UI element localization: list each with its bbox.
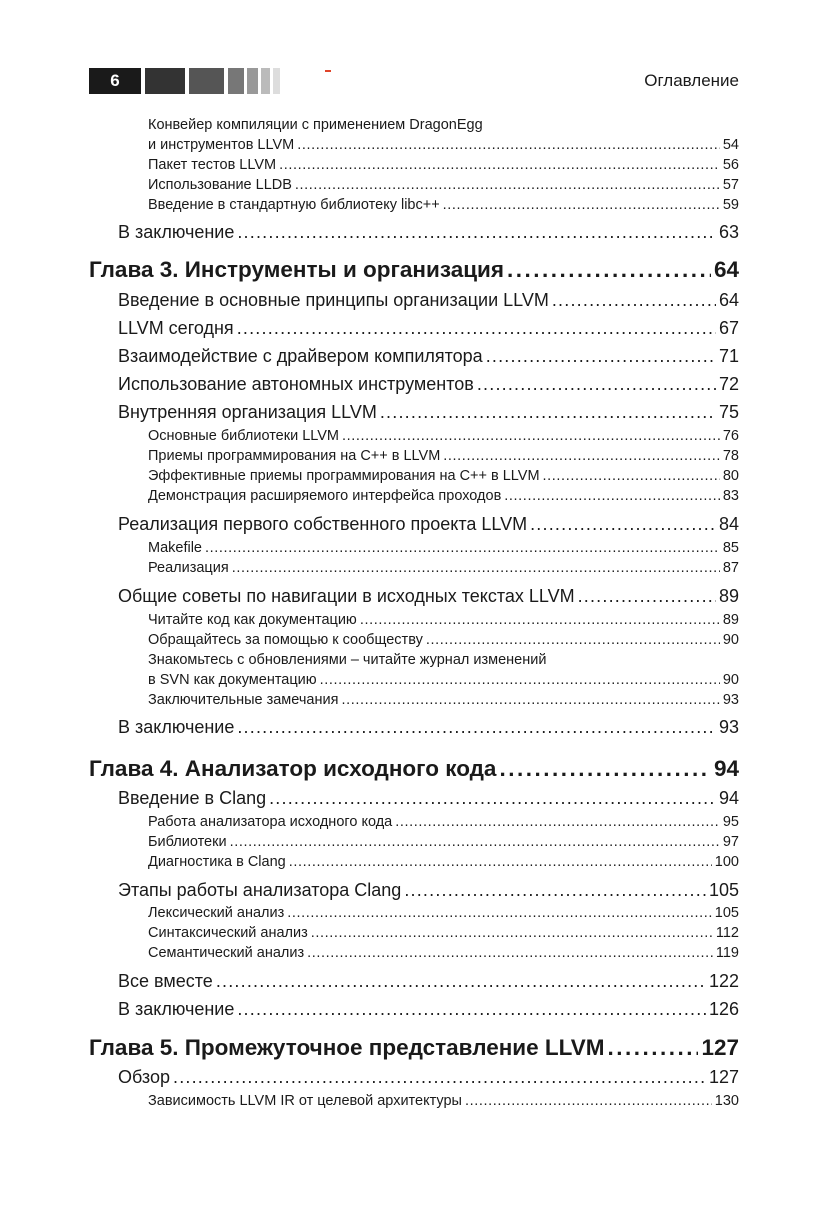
toc-chapter-page: 127 (701, 1035, 739, 1060)
toc-leader (504, 488, 720, 504)
header-decor-dash (325, 70, 331, 72)
toc-entry-title: Основные библиотеки LLVM (148, 428, 340, 444)
toc-entry[interactable] (148, 428, 739, 444)
toc-leader (237, 318, 716, 339)
toc-chapter-page: 94 (713, 756, 739, 781)
section-title: Оглавление (644, 71, 739, 90)
toc-section[interactable] (118, 788, 739, 809)
toc-entry[interactable] (148, 157, 739, 173)
toc-entry-page: 54 (722, 137, 739, 153)
toc-section-title: LLVM сегодня (118, 318, 234, 338)
toc-leader (289, 854, 712, 870)
toc-entry[interactable] (148, 925, 739, 941)
toc-leader (477, 374, 716, 395)
page-number: 6 (89, 68, 141, 94)
toc-leader (279, 157, 720, 173)
toc-leader (287, 905, 712, 921)
toc-entry-page: 100 (714, 854, 739, 870)
toc-leader (443, 448, 720, 464)
toc-entry[interactable] (148, 1093, 739, 1109)
toc-section-page: 126 (708, 999, 739, 1019)
toc-entry[interactable] (148, 692, 739, 708)
toc-entry-page: 97 (722, 834, 739, 850)
toc-entry-page: 78 (722, 448, 739, 464)
header-decor-block (228, 68, 244, 94)
page-header (89, 68, 739, 94)
toc-section-title: В заключение (118, 717, 235, 737)
toc-leader (578, 586, 716, 607)
toc-section-page: 84 (718, 514, 739, 534)
toc-section[interactable] (118, 318, 739, 339)
toc-section-page: 63 (718, 222, 739, 242)
toc-section[interactable] (118, 880, 739, 901)
toc-entry-title: Введение в стандартную библиотеку libc++ (148, 197, 440, 213)
toc-section-title: Этапы работы анализатора Clang (118, 880, 402, 900)
toc-entry[interactable] (148, 197, 739, 213)
toc-leader (607, 1035, 698, 1061)
toc-entry-page: 93 (722, 692, 739, 708)
toc-section-page: 75 (718, 402, 739, 422)
toc-leader (341, 692, 719, 708)
toc-entry[interactable] (148, 672, 739, 688)
toc-entry-title: Реализация (148, 560, 229, 576)
toc-leader (320, 672, 720, 688)
toc-entry-title: и инструментов LLVM (148, 137, 295, 153)
toc-leader (543, 468, 720, 484)
toc-section-page: 105 (708, 880, 739, 900)
toc-leader (297, 137, 720, 153)
toc-entry-title: Зависимость LLVM IR от целевой архитектуры (148, 1093, 462, 1109)
toc-entry[interactable] (148, 612, 739, 628)
header-decor-block (189, 68, 224, 94)
toc-section[interactable] (118, 586, 739, 607)
toc-chapter-title: Глава 3. Инструменты и организация (89, 257, 505, 282)
header-decor-block (145, 68, 185, 94)
toc-entry-page: 83 (722, 488, 739, 504)
toc-section-page: 71 (718, 346, 739, 366)
toc-leader (237, 222, 716, 243)
toc-entry-page: 80 (722, 468, 739, 484)
toc-section-title: Обзор (118, 1067, 170, 1087)
toc-entry-title: Заключительные замечания (148, 692, 339, 708)
toc-leader (443, 197, 720, 213)
toc-section-title: Введение в основные принципы организации LLVM (118, 290, 549, 310)
toc-entry[interactable] (148, 488, 739, 504)
toc-entry-page: 59 (722, 197, 739, 213)
toc-section-title: В заключение (118, 222, 235, 242)
toc-entry-title: Библиотеки (148, 834, 227, 850)
toc-entry[interactable] (148, 905, 739, 921)
toc-section-page: 64 (718, 290, 739, 310)
toc-section[interactable] (118, 222, 739, 243)
toc-entry-title: Makefile (148, 540, 202, 556)
toc-chapter[interactable] (89, 1035, 739, 1061)
toc-entry-page: 105 (714, 905, 739, 921)
toc-section-title: Все вместе (118, 971, 213, 991)
toc-entry[interactable] (148, 560, 739, 576)
toc-entry-page: 112 (715, 925, 739, 941)
toc-section-title: Общие советы по навигации в исходных текстах LLVM (118, 586, 575, 606)
toc-section-title: Введение в Clang (118, 788, 267, 808)
toc-section[interactable] (118, 971, 739, 992)
toc-leader (237, 717, 716, 738)
toc-entry-page: 119 (715, 945, 739, 961)
toc-section-title: Реализация первого собственного проекта LLVM (118, 514, 528, 534)
header-decor-block (261, 68, 270, 94)
toc-section[interactable] (118, 290, 739, 311)
toc-section[interactable] (118, 1067, 739, 1088)
toc-leader (232, 560, 720, 576)
toc-leader (360, 612, 720, 628)
toc-entry-page: 87 (722, 560, 739, 576)
toc-entry-title: Диагностика в Clang (148, 854, 286, 870)
toc-leader (507, 257, 711, 283)
toc-leader (380, 402, 716, 423)
toc-leader (173, 1067, 706, 1088)
toc-entry-page: 85 (722, 540, 739, 556)
header-decor-block (247, 68, 258, 94)
toc-leader (269, 788, 716, 809)
toc-section-page: 122 (708, 971, 739, 991)
toc-entry-line: Конвейер компиляции с применением DragonEgg (148, 117, 483, 133)
toc-section-page: 89 (718, 586, 739, 606)
toc-section-title: В заключение (118, 999, 235, 1019)
toc-entry[interactable] (148, 632, 739, 648)
toc-section[interactable] (118, 374, 739, 395)
toc-section[interactable] (118, 346, 739, 367)
toc-entry[interactable] (148, 137, 739, 153)
toc-entry-page: 56 (722, 157, 739, 173)
toc-entry[interactable] (148, 814, 739, 830)
toc-entry-title: Работа анализатора исходного кода (148, 814, 393, 830)
toc-entry[interactable] (148, 540, 739, 556)
toc-entry-title: в SVN как документацию (148, 672, 317, 688)
toc-entry-title: Приемы программирования на C++ в LLVM (148, 448, 441, 464)
toc-section-page: 93 (718, 717, 739, 737)
toc-leader (486, 346, 716, 367)
toc-leader (230, 834, 720, 850)
toc-entry-page: 76 (722, 428, 739, 444)
toc-section-title: Использование автономных инструментов (118, 374, 474, 394)
toc-entry[interactable] (148, 945, 739, 961)
toc-leader (552, 290, 716, 311)
toc-leader (465, 1093, 712, 1109)
toc-leader (395, 814, 720, 830)
toc-chapter-page: 64 (713, 257, 739, 282)
toc-entry[interactable] (148, 854, 739, 870)
toc-entry-title: Семантический анализ (148, 945, 305, 961)
toc-section-title: Взаимодействие с драйвером компилятора (118, 346, 483, 366)
toc-leader (426, 632, 720, 648)
toc-leader (530, 514, 716, 535)
toc-leader (311, 925, 713, 941)
toc-chapter-title: Глава 5. Промежуточное представление LLVM (89, 1035, 605, 1060)
toc-entry-title: Демонстрация расширяемого интерфейса проходов (148, 488, 502, 504)
toc-entry-page: 89 (722, 612, 739, 628)
toc-section-page: 67 (718, 318, 739, 338)
toc-section[interactable] (118, 402, 739, 423)
toc-entry-page: 57 (722, 177, 739, 193)
toc-entry-title: Синтаксический анализ (148, 925, 308, 941)
toc-chapter[interactable] (89, 257, 739, 283)
toc-section-page: 94 (718, 788, 739, 808)
toc-entry-title: Обращайтесь за помощью к сообществу (148, 632, 423, 648)
toc-section[interactable] (118, 717, 739, 738)
toc-entry-page: 95 (722, 814, 739, 830)
toc-entry-page: 90 (722, 632, 739, 648)
toc-leader (404, 880, 706, 901)
toc-leader (307, 945, 713, 961)
toc-entry[interactable] (148, 448, 739, 464)
toc-section[interactable] (118, 514, 739, 535)
header-decor-block (273, 68, 280, 94)
toc-chapter[interactable] (89, 756, 739, 782)
toc-leader (499, 756, 711, 782)
toc-entry-title: Лексический анализ (148, 905, 285, 921)
toc-entry-page: 90 (722, 672, 739, 688)
toc-section[interactable] (118, 999, 739, 1020)
toc-entry-title: Пакет тестов LLVM (148, 157, 277, 173)
toc-entry-line: Знакомьтесь с обновлениями – читайте журнал изменений (148, 652, 547, 668)
toc-section-title: Внутренняя организация LLVM (118, 402, 377, 422)
toc-leader (295, 177, 720, 193)
toc-entry-page: 130 (714, 1093, 739, 1109)
toc-section-page: 127 (708, 1067, 739, 1087)
toc-entry-title: Читайте код как документацию (148, 612, 357, 628)
toc-entry[interactable] (148, 468, 739, 484)
toc-entry-title: Использование LLDB (148, 177, 292, 193)
toc-chapter-title: Глава 4. Анализатор исходного кода (89, 756, 497, 781)
toc-entry[interactable] (148, 834, 739, 850)
toc-leader (342, 428, 720, 444)
toc-leader (237, 999, 706, 1020)
toc-entry[interactable] (148, 177, 739, 193)
toc-section-page: 72 (718, 374, 739, 394)
toc-leader (216, 971, 706, 992)
toc-leader (205, 540, 720, 556)
toc-entry-title: Эффективные приемы программирования на C++ в LLVM (148, 468, 540, 484)
